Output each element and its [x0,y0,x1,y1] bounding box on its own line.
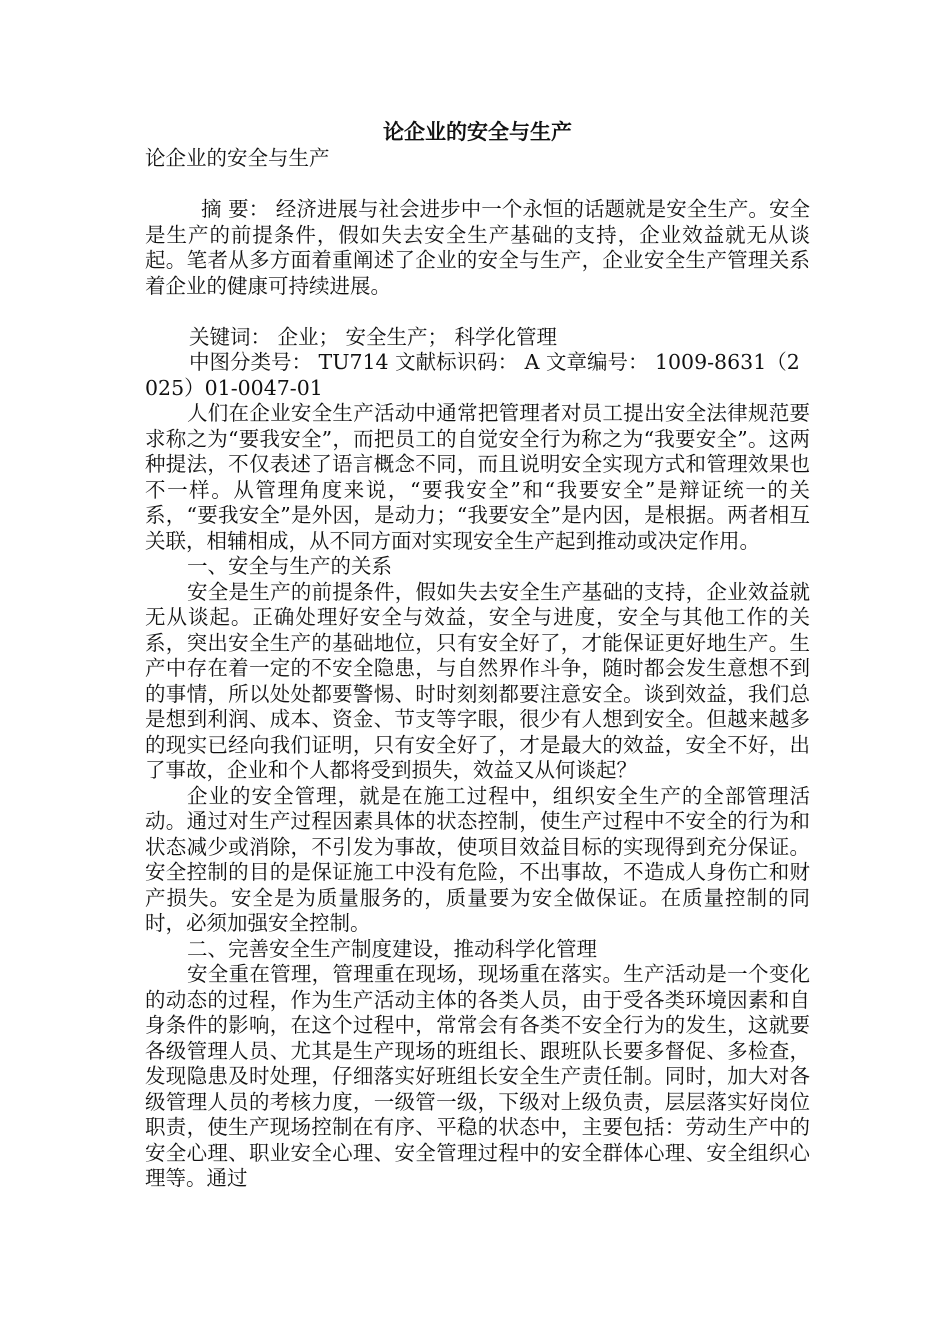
abstract-paragraph: 摘 要： 经济进展与社会进步中一个永恒的话题就是安全生产。安全是生产的前提条件，假如失去安全生产基础的支持，企业效益就无从谈起。笔者从多方面着重阐述了企业的安全与生产，企业安全生产管理关系着企业的健康可持续进展。 [145,197,810,298]
body-paragraph: 安全重在管理，管理重在现场，现场重在落实。生产活动是一个变化的动态的过程，作为生产活动主体的各类人员，由于受各类环境因素和自身条件的影响，在这个过程中，常常会有各类不安全行为的发生，这就要各级管理人员、尤其是生产现场的班组长、跟班队长要多督促、多检查，发现隐患及时处理，仔细落实好班组长安全生产责任制。同时，加大对各级管理人员的考核力度，一级管一级，下级对上级负责，层层落实好岗位职责，使生产现场控制在有序、平稳的状态中，主要包括：劳动生产中的安全心理、职业安全心理、安全管理过程中的安全群体心理、安全组织心理等。通过 [145,962,810,1190]
body-paragraph: 人们在企业安全生产活动中通常把管理者对员工提出安全法律规范要求称之为“要我安全”，而把员工的自觉安全行为称之为“我要安全”。这两种提法，不仅表述了语言概念不同，而且说明安全实现方式和管理效果也不一样。从管理角度来说，“要我安全”和“我要安全”是辩证统一的关系，“要我安全”是外因，是动力；“我要安全”是内因，是根据。两者相互关联，相辅相成，从不同方面对实现安全生产起到推动或决定作用。 [145,401,810,553]
blank-line [145,172,810,198]
classification-line: 中图分类号： TU714 文献标识码： A 文章编号： 1009-8631（2025）01-0047-01 [145,350,800,400]
blank-line [145,299,810,325]
section-heading: 一、安全与生产的关系 [187,554,392,578]
document-title: 论企业的安全与生产 [383,119,572,144]
document-page [145,118,810,1192]
keywords-line: 关键词： 企业； 安全生产； 科学化管理 [189,324,558,349]
document-subtitle: 论企业的安全与生产 [145,146,330,170]
body-paragraph: 企业的安全管理，就是在施工过程中，组织安全生产的全部管理活动。通过对生产过程因素具体的状态控制，使生产过程中不安全的行为和状态减少或消除，不引发为事故，使项目效益目标的实现得到充分保证。安全控制的目的是保证施工中没有危险，不出事故，不造成人身伤亡和财产损失。安全是为质量服务的，质量要为安全做保证。在质量控制的同时，必须加强安全控制。 [145,783,810,935]
section-heading: 二、完善安全生产制度建设，推动科学化管理 [187,936,597,961]
body-paragraph: 安全是生产的前提条件，假如失去安全生产基础的支持，企业效益就无从谈起。正确处理好安全与效益，安全与进度，安全与其他工作的关系，突出安全生产的基础地位，只有安全好了，才能保证更好地生产。生产中存在着一定的不安全隐患，与自然界作斗争，随时都会发生意想不到的事情，所以处处都要警惕、时时刻刻都要注意安全。谈到效益，我们总是想到利润、成本、资金、节支等字眼，很少有人想到安全。但越来越多的现实已经向我们证明，只有安全好了，才是最大的效益，安全不好，出了事故，企业和个人都将受到损失，效益又从何谈起？ [145,579,810,782]
